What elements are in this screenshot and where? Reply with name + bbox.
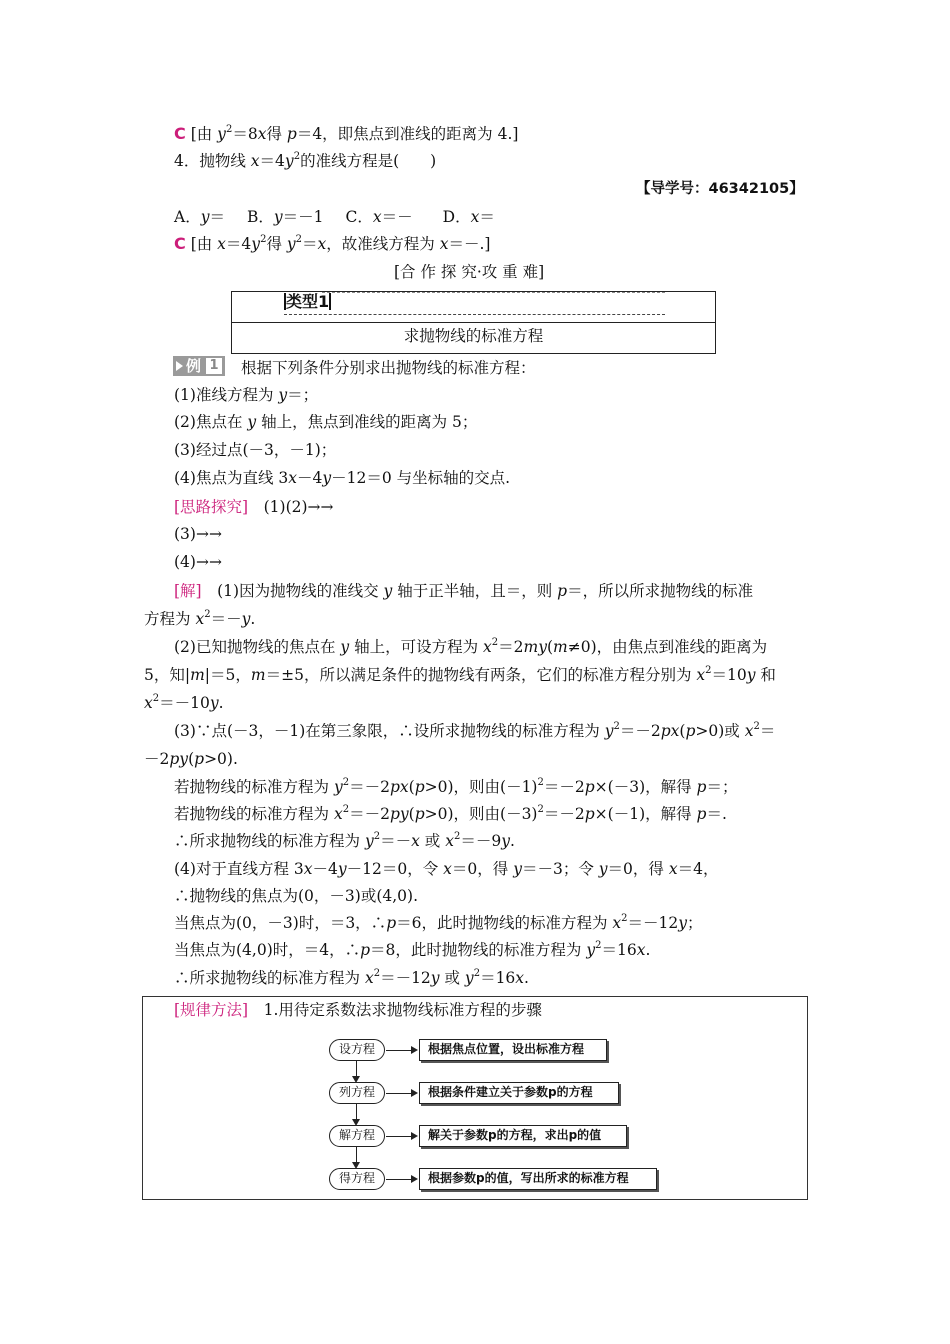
solution-4a: (4)对于直线方程 3x－4y－12＝0，令 x＝0，得 y＝－3；令 y＝0，得 x＝4，	[174, 860, 719, 878]
triangle-icon	[176, 361, 183, 371]
thinking-line-2: (3)→→	[174, 525, 222, 543]
type-title: 求抛物线的标准方程	[403, 327, 544, 345]
method-box	[142, 996, 808, 1200]
flow-step-2: 列方程	[329, 1082, 385, 1104]
solution-2c: $x^2=-10y$.	[144, 692, 224, 712]
section-heading: [合 作 探 究·攻 重 难]	[394, 263, 545, 281]
condition-1: (1)准线方程为 y＝；	[174, 386, 319, 404]
solution-3c: 若抛物线的标准方程为 $y^2=-2px(p>0)$，则由$(-1)^2=-2p\times(-3)$，解得 p＝；	[174, 776, 738, 796]
flow-step-1: 设方程	[329, 1039, 385, 1061]
answer-q3: C [由 $y^2=8x$得 p＝4，即焦点到准线的距离为 4.]	[174, 123, 519, 143]
answer-letter: C	[174, 234, 186, 253]
solution-2a: (2)已知抛物线的焦点在 y 轴上，可设方程为 $x^2=2my(m\ne 0)$，由焦点到准线的距离为	[174, 636, 768, 656]
divider	[284, 314, 665, 315]
flow-desc-2: 根据条件建立关于参数p的方程	[419, 1082, 619, 1104]
flow-arrow	[386, 1093, 416, 1094]
flow-desc-1: 根据焦点位置，设出标准方程	[419, 1039, 607, 1061]
solution-1a: [解] (1)因为抛物线的准线交 y 轴于正半轴，且＝，则 p＝，所以所求抛物线的标准	[174, 582, 754, 600]
method-title: [规律方法] 1.用待定系数法求抛物线标准方程的步骤	[174, 1001, 542, 1019]
type-label: 类型1	[286, 292, 330, 311]
option-a: A．y＝	[174, 208, 225, 226]
solution-4b: ∴抛物线的焦点为(0，－3)或(4,0).	[174, 887, 418, 905]
solution-3d: 若抛物线的标准方程为 $x^2=-2py(p>0)$，则由$(-3)^2=-2p\times(-1)$，解得 p＝.	[174, 803, 727, 823]
flow-arrow	[386, 1050, 416, 1051]
thinking-label: [思路探究]	[174, 498, 249, 516]
solution-3a: (3)∵点(－3，－1)在第三象限，∴设所求抛物线的标准方程为 $y^2=-2px(p>0)$或 $x^2=$	[174, 720, 776, 740]
flow-arrow	[356, 1104, 357, 1124]
flow-arrow	[386, 1179, 416, 1180]
flow-step-3: 解方程	[329, 1125, 385, 1147]
thinking-line-1: [思路探究] (1)(2)→→	[174, 498, 334, 516]
guide-number: 【导学号：46342105】	[636, 181, 804, 197]
solution-4e: ∴所求抛物线的标准方程为 $x^2=-12y$ 或 $y^2=16x$.	[174, 967, 529, 987]
flow-arrow	[356, 1061, 357, 1081]
condition-2: (2)焦点在 y 轴上，焦点到准线的距离为 5；	[174, 413, 478, 431]
method-label: [规律方法]	[174, 1001, 249, 1019]
answer-q4: C [由 $x=4y^2$得 $y^2=x$，故准线方程为 x＝－.]	[174, 233, 491, 253]
condition-3: (3)经过点(－3，－1)；	[174, 441, 337, 459]
solution-3e: ∴所求抛物线的标准方程为 $y^2=-x$ 或 $x^2=-9y$.	[174, 830, 515, 850]
divider	[232, 322, 715, 323]
flow-arrow	[386, 1136, 416, 1137]
flow-desc-4: 根据参数p的值，写出所求的标准方程	[419, 1168, 657, 1190]
question-4: 4．抛物线 $x=4y^2$的准线方程是( )	[174, 150, 437, 170]
options-row	[174, 207, 495, 227]
option-d: D．x＝	[442, 208, 495, 226]
solution-4c: 当焦点为(0，－3)时，＝3，∴p＝6，此时抛物线的标准方程为 $x^2=-12y$；	[174, 912, 703, 932]
flow-desc-3: 解关于参数p的方程，求出p的值	[419, 1125, 627, 1147]
solution-label: [解]	[174, 582, 202, 600]
flow-step-4: 得方程	[329, 1168, 385, 1190]
thinking-line-3: (4)→→	[174, 553, 222, 571]
option-c: C．x＝－	[345, 208, 413, 226]
divider	[322, 292, 665, 293]
example-badge: 例 1	[173, 356, 225, 376]
example-prompt: 根据下列条件分别求出抛物线的标准方程：	[241, 359, 536, 377]
condition-4: (4)焦点为直线 3x－4y－12＝0 与坐标轴的交点.	[174, 469, 511, 487]
solution-3b: －2py(p>0).	[144, 750, 238, 768]
solution-2b: 5，知|m|＝5，m＝±5，所以满足条件的抛物线有两条，它们的标准方程分别为 $x^2=10y$ 和	[144, 664, 776, 684]
solution-1b: 方程为 $x^2=-y$.	[144, 608, 256, 628]
solution-4d: 当焦点为(4,0)时，＝4，∴p＝8，此时抛物线的标准方程为 $y^2=16x$.	[174, 939, 651, 959]
type-box	[231, 291, 716, 354]
option-b: B．y＝－1	[246, 208, 324, 226]
flow-arrow	[356, 1147, 357, 1167]
answer-letter: C	[174, 124, 186, 143]
